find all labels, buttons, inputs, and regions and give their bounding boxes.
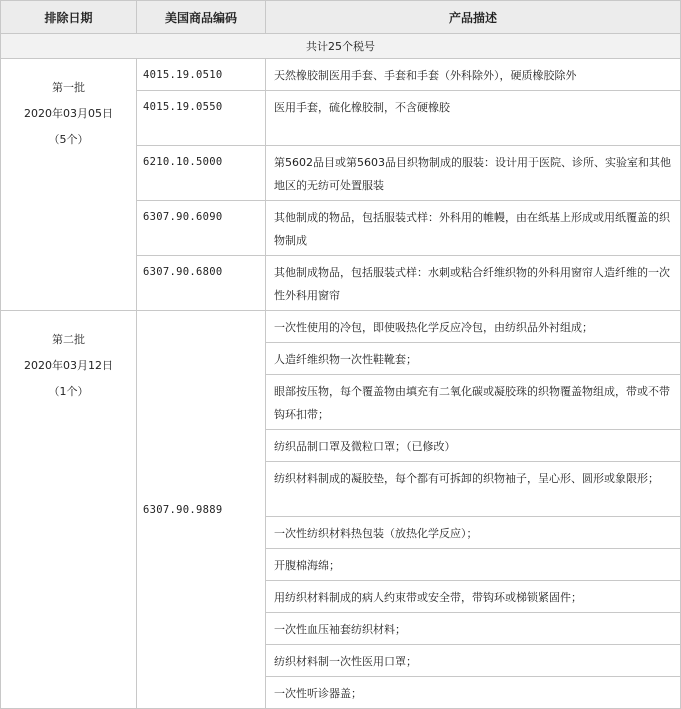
batch1-code-2: 4015.19.0550 <box>137 91 266 146</box>
batch2-name: 第二批 <box>52 333 85 346</box>
batch1-name: 第一批 <box>52 81 85 94</box>
batch2-item-7: 开腹棉海绵； <box>266 549 681 581</box>
batch2-item-3: 眼部按压物，每个覆盖物由填充有二氧化碳或凝胶珠的织物覆盖物组成，带或不带钩环扣带； <box>266 375 681 430</box>
batch2-count: （1个） <box>48 385 89 398</box>
batch2-item-1: 一次性使用的冷包，即使吸热化学反应冷包，由纺织品外衬组成； <box>266 311 681 343</box>
batch1-desc-4: 其他制成的物品，包括服装式样：外科用的帷幔，由在纸基上形成或用纸覆盖的织物制成 <box>266 201 681 256</box>
batch1-code-5: 6307.90.6800 <box>137 256 266 311</box>
batch1-code-4: 6307.90.6090 <box>137 201 266 256</box>
batch2-item-8: 用纺织材料制成的病人约束带或安全带，带钩环或梯锁紧固件； <box>266 581 681 613</box>
summary-total: 共计25个税号 <box>1 34 681 59</box>
batch1-code-1: 4015.19.0510 <box>137 59 266 91</box>
batch1-desc-5: 其他制成物品，包括服装式样：水刺或粘合纤维织物的外科用窗帘人造纤维的一次性外科用窗帘 <box>266 256 681 311</box>
batch2-code: 6307.90.9889 <box>137 311 266 709</box>
batch2-item-10: 纺织材料制一次性医用口罩； <box>266 645 681 677</box>
batch1-count: （5个） <box>48 133 89 146</box>
header-description: 产品描述 <box>266 1 681 34</box>
batch2-item-9: 一次性血压袖套纺织材料； <box>266 613 681 645</box>
batch1-date: 2020年03月05日 <box>24 107 113 120</box>
batch2-item-4: 纺织品制口罩及微粒口罩；（已修改） <box>266 430 681 462</box>
batch1-desc-2: 医用手套，硫化橡胶制，不含硬橡胶 <box>266 91 681 146</box>
header-code: 美国商品编码 <box>137 1 266 34</box>
batch1-desc-3: 第5602品目或第5603品目织物制成的服装：设计用于医院、诊所、实验室和其他地区的无纺可处置服装 <box>266 146 681 201</box>
batch1-code-3: 6210.10.5000 <box>137 146 266 201</box>
table-row <box>1 59 681 91</box>
batch1-date-cell <box>1 59 137 311</box>
batch2-date-cell <box>1 311 137 709</box>
batch1-desc-1: 天然橡胶制医用手套、手套和手套（外科除外），硬质橡胶除外 <box>266 59 681 91</box>
header-date: 排除日期 <box>1 1 137 34</box>
summary-row <box>1 34 681 59</box>
batch2-date: 2020年03月12日 <box>24 359 113 372</box>
batch2-item-6: 一次性纺织材料热包装（放热化学反应）； <box>266 517 681 549</box>
batch2-item-2: 人造纤维织物一次性鞋靴套； <box>266 343 681 375</box>
header-row <box>1 1 681 34</box>
table-row <box>1 311 681 343</box>
batch2-item-11: 一次性听诊器盖； <box>266 677 681 709</box>
batch2-item-5: 纺织材料制成的凝胶垫，每个都有可拆卸的织物袖子，呈心形、圆形或象限形； <box>266 462 681 517</box>
